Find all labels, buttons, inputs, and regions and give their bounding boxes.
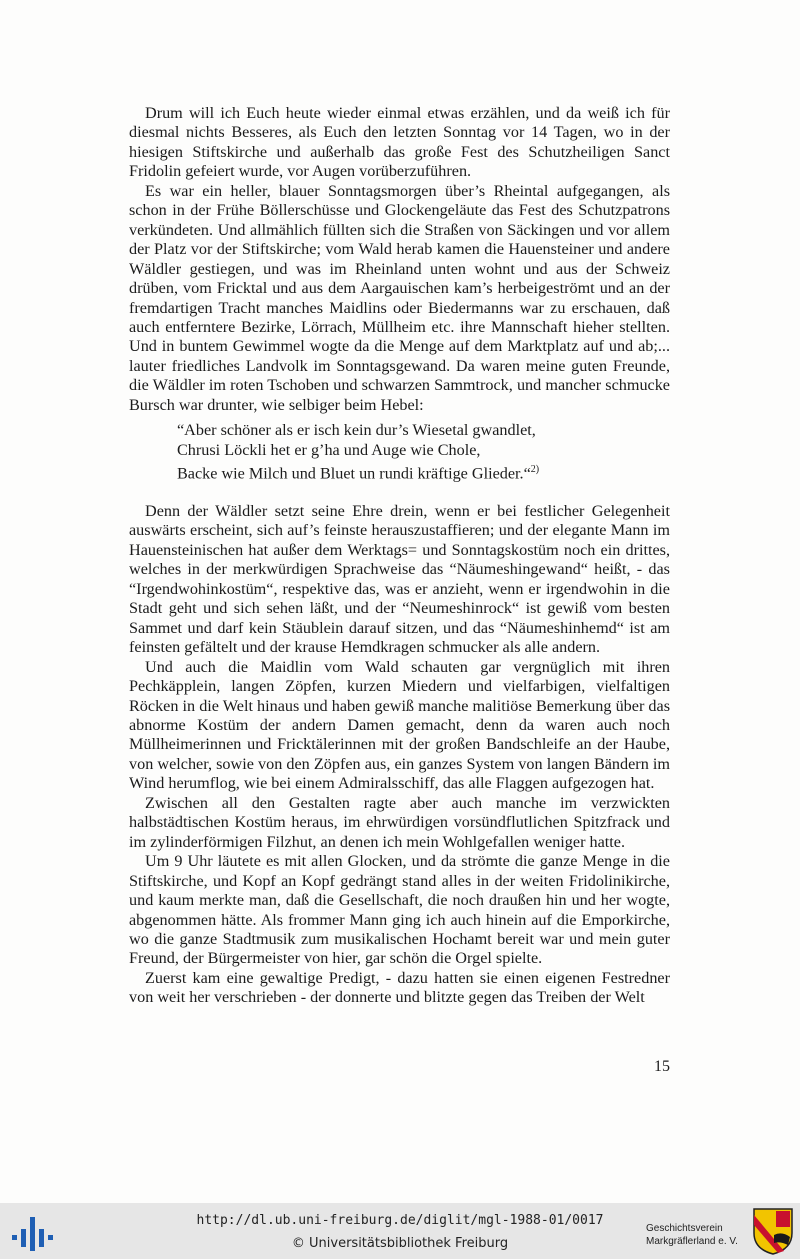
body-text [129, 104, 670, 1008]
paragraph: Und auch die Maidlin vom Wald schauten gar vergnüglich mit ihren Pechkäpplein, langen Zöpfen, kurzen Miedern und vielfarbigen, vielfaltigen Röcken in die Welt hinaus und haben gewiß manche malitiöse Bemerkung über das abnorme Kostüm der andern Damen gemacht, denn da waren auch noch Müllheimerinnen und Fricktälerinnen mit der großen Bandschleife an der Haube, von welcher, sowie von den Zöpfen aus, ein ganzes System von langen Bändern im Wind herumflog, wie bei einem Admiralsschiff, das alle Flaggen aufgezogen hat. [129, 657, 670, 793]
poem-line-text: Backe wie Milch und Bluet un rundi kräftige Glieder.“ [177, 464, 531, 483]
paragraph: Drum will ich Euch heute wieder einmal etwas erzählen, und da weiß ich für diesmal nichts Besseres, als Euch den letzten Sonntag vor 14 Tagen, wo in der hiesigen Stiftskirche und außerhalb das große Fest des Schutzheiligen Sanct Fridolin gefeiert wurde, vor Augen vorüberzuführen. [129, 104, 670, 181]
coat-of-arms-icon [752, 1207, 794, 1255]
poem-line-last [177, 460, 670, 484]
paragraph: Denn der Wäldler setzt seine Ehre drein, wenn er bei festlicher Gelegenheit auswärts erscheint, sich auf’s feinste herauszustaffieren; und der elegante Mann im Hauensteinischen hat außer dem Werktags= und Sonntagskostüm noch ein drittes, welches in der merkwürdigen Sprachweise das “Näumeshingewand“ heißt, - das “Irgendwohinkostüm“, respektive das, was er anzieht, wenn er irgendwohin in die Stadt geht und sich sehen läßt, und der “Neumeshinrock“ ist gewiß vom besten Sammet und darf kein Stäublein darauf sitzen, und das “Näumeshinhemd“ ist am feinsten gefältelt und der krause Hemdkragen schmucker als alle andern. [129, 502, 670, 657]
paragraph: Zuerst kam eine gewaltige Predigt, - dazu hatten sie einen eigenen Festredner von weit her verschrieben - der donnerte und blitzte gegen das Treiben der Welt [129, 968, 670, 1007]
footnote-marker: 2) [530, 464, 540, 476]
page-number: 15 [654, 1058, 670, 1075]
poem-quote [177, 421, 670, 484]
copyright-notice: © Universitätsbibliothek Freiburg [291, 1236, 509, 1251]
paragraph: Um 9 Uhr läutete es mit allen Glocken, und da strömte die ganze Menge in die Stiftskirche, und Kopf an Kopf gedrängt stand alles in der weiten Fridolinikirche, und kaum merkte man, daß die Gesellschaft, die noch draußen hin und her wogte, abgenommen hätte. Als frommer Mann ging ich auch hinein auf die Emporkirche, wo die ganze Stadtmusik zum musikalischen Hochamt bereit war und mein guter Freund, der Bürgermeister von hier, gar schön die Orgel spielte. [129, 852, 670, 968]
society-line: Geschichtsverein [646, 1223, 723, 1234]
footer-bar [0, 1203, 800, 1259]
paragraph: Es war ein heller, blauer Sonntagsmorgen über’s Rheintal aufgegangen, als schon in der Frühe Böllerschüsse und Glockengeläute das Fest des Schutzpatrons verkündeten. Und allmählich füllten sich die Straßen von Säckingen und vor allem der Platz vor der Stiftskirche; vom Wald herab kamen die Hauensteiner und andere Wäldler gestiegen, und was im Rheinland unten wohnt und aus der Schweiz drüben, vom Fricktal und aus dem Aargauischen kam’s herbeigeströmt und an der fremdartigen Tracht manches Maidlins oder Biedermanns war zu erschauen, daß auch entferntere Bezirke, Lörrach, Müllheim etc. ihre Mannschaft hieher stellten. Und in buntem Gewimmel wogte da die Menge auf dem Marktplatz auf und ab;... lauter friedliches Landvolk im Sonntagsgewand. Da waren meine guten Freunde, die Wäldler im roten Tschoben und schwarzen Sammtrock, und mancher schmucke Bursch war drunter, wie selbiger beim Hebel: [129, 181, 670, 414]
poem-line: Chrusi Löckli het er g’ha und Auge wie Chole, [177, 440, 481, 459]
poem-line: “Aber schöner als er isch kein dur’s Wiesetal gwandlet, [177, 421, 536, 440]
society-line: Markgräflerland e. V. [646, 1236, 738, 1247]
paragraph: Zwischen all den Gestalten ragte aber auch manche im verzwickten halbstädtischen Kostüm heraus, im ehrwürdigen vorsündflutlichen Spitzfrack und im zylinderförmigen Filzhut, an denen ich mein Wohlgefallen weniger hatte. [129, 793, 670, 851]
document-url[interactable]: http://dl.ub.uni-freiburg.de/diglit/mgl-1988-01/0017 [196, 1213, 604, 1228]
society-name [646, 1222, 754, 1248]
